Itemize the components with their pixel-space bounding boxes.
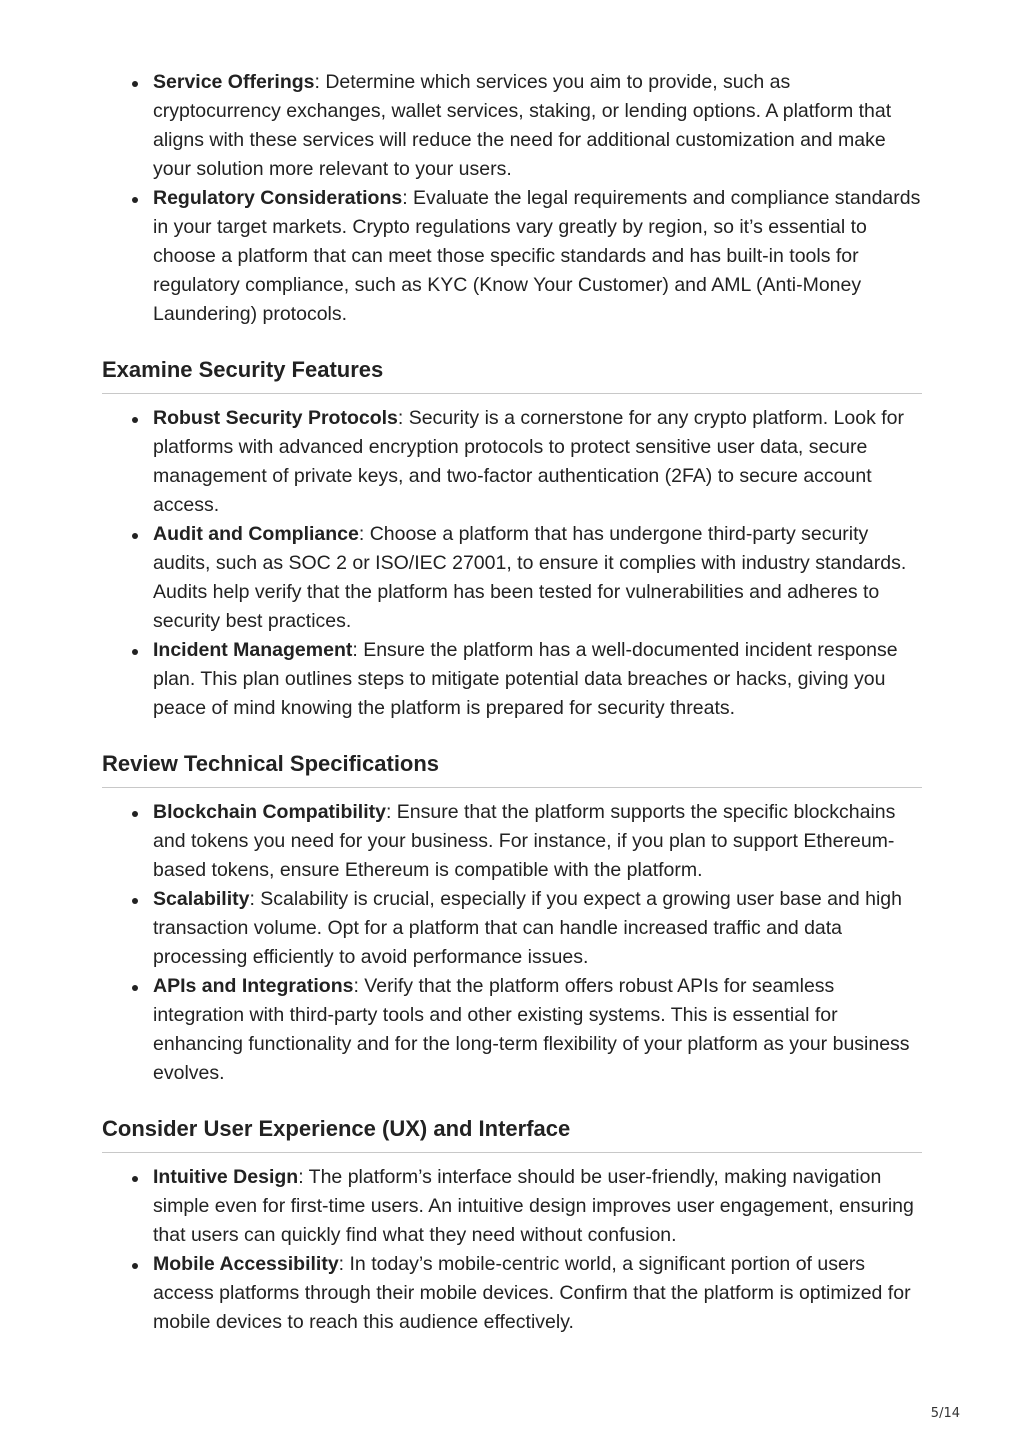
item-term: Intuitive Design: [153, 1166, 299, 1188]
item-text: : Ensure that the platform supports the specific blockchains and tokens you need for your business. For instance, if you plan to support Ethereum-based tokens, ensure Ethereum is compatible with the platform.: [153, 801, 896, 881]
item-text: : Security is a cornerstone for any crypto platform. Look for platforms with advanced encryption protocols to protect sensitive user data, secure management of private keys, and two-factor authentication (2FA) to secure account access.: [153, 407, 905, 516]
list-item: [102, 1163, 922, 1250]
section-heading: Consider User Experience (UX) and Interface: [102, 1116, 922, 1153]
item-term: APIs and Integrations: [153, 975, 354, 997]
list-item: [102, 68, 922, 184]
item-text: : The platform’s interface should be user-friendly, making navigation simple even for first-time users. An intuitive design improves user engagement, ensuring that users can quickly find what they need without confusion.: [153, 1166, 914, 1246]
list-item: [102, 1250, 922, 1337]
list-item: [102, 520, 922, 636]
intro-bullet-list: [102, 68, 922, 329]
item-term: Regulatory Considerations: [153, 187, 403, 209]
section-heading: Examine Security Features: [102, 357, 922, 394]
section-ux: [102, 1116, 922, 1337]
item-term: Blockchain Compatibility: [153, 801, 386, 823]
document-page: [102, 68, 922, 1337]
item-text: : Ensure the platform has a well-documented incident response plan. This plan outlines steps to mitigate potential data breaches or hacks, giving you peace of mind knowing the platform is prepared for security threats.: [153, 639, 898, 719]
list-item: [102, 636, 922, 723]
item-term: Mobile Accessibility: [153, 1253, 339, 1275]
item-text: : Choose a platform that has undergone third-party security audits, such as SOC 2 or ISO/IEC 27001, to ensure it complies with industry standards. Audits help verify that the platform has been tested for vulnerabilities and adheres to security best practices.: [153, 523, 907, 632]
list-item: [102, 885, 922, 972]
section-technical: [102, 751, 922, 1088]
item-text: : Scalability is crucial, especially if you expect a growing user base and high transaction volume. Opt for a platform that can handle increased traffic and data processing efficiently to avoid performance issues.: [153, 888, 902, 968]
section-security: [102, 357, 922, 723]
section-heading: Review Technical Specifications: [102, 751, 922, 788]
list-item: [102, 184, 922, 329]
item-term: Service Offerings: [153, 71, 315, 93]
list-item: [102, 972, 922, 1088]
item-text: : Determine which services you aim to provide, such as cryptocurrency exchanges, wallet services, staking, or lending options. A platform that aligns with these services will reduce the need for additional customization and make your solution more relevant to your users.: [153, 71, 892, 180]
bullet-list: [102, 1163, 922, 1337]
item-term: Robust Security Protocols: [153, 407, 398, 429]
list-item: [102, 404, 922, 520]
bullet-list: [102, 798, 922, 1088]
list-item: [102, 798, 922, 885]
item-text: : Evaluate the legal requirements and compliance standards in your target markets. Crypto regulations vary greatly by region, so it’s essential to choose a platform that can meet those specific standards and has built-in tools for regulatory compliance, such as KYC (Know Your Customer) and AML (Anti-Money Laundering) protocols.: [153, 187, 921, 325]
item-text: : Verify that the platform offers robust APIs for seamless integration with third-party tools and other existing systems. This is essential for enhancing functionality and for the long-term flexibility of your platform as your business evolves.: [153, 975, 910, 1084]
item-term: Scalability: [153, 888, 250, 910]
page-number: 5/14: [930, 1406, 960, 1421]
bullet-list: [102, 404, 922, 723]
item-text: : In today’s mobile-centric world, a significant portion of users access platforms through their mobile devices. Confirm that the platform is optimized for mobile devices to reach this audience effectively.: [153, 1253, 911, 1333]
item-term: Audit and Compliance: [153, 523, 359, 545]
item-term: Incident Management: [153, 639, 353, 661]
